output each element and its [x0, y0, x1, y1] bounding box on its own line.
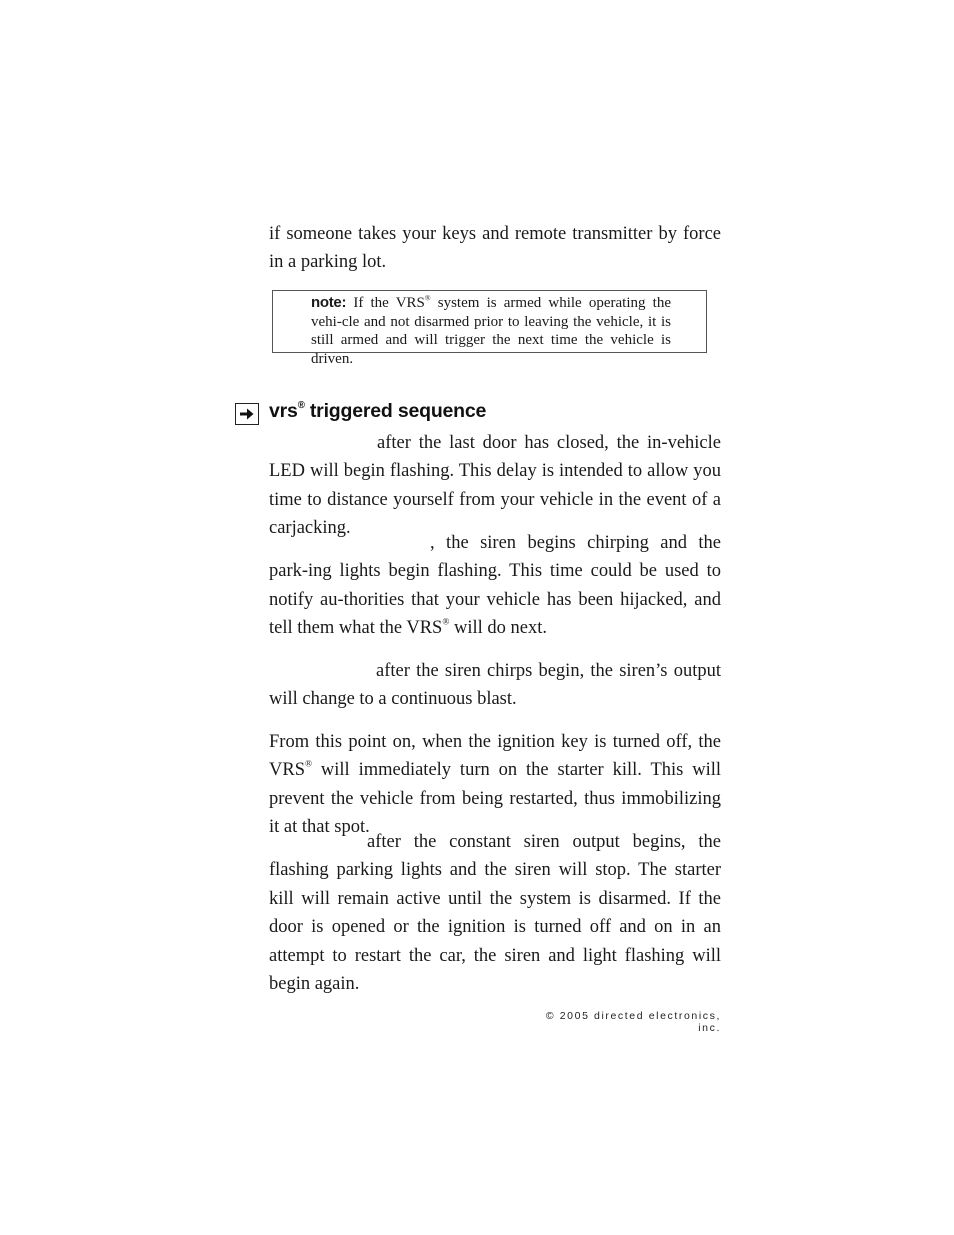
copyright-footer: © 2005 directed electronics, inc.	[545, 1010, 721, 1034]
paragraph-5	[269, 828, 721, 998]
paragraph-2-reg-mark: ®	[442, 617, 450, 628]
paragraph-4-reg-mark: ®	[305, 760, 313, 771]
note-body-start: If the VRS	[353, 295, 425, 311]
note-text	[311, 294, 671, 368]
intro-paragraph: if someone takes your keys and remote transmitter by force in a parking lot.	[269, 224, 721, 273]
section-heading	[269, 400, 486, 423]
arrow-glyph	[239, 407, 255, 421]
paragraph-3-text: after the siren chirps begin, the siren’s output will change to a continuous blast.	[269, 661, 721, 710]
note-box	[272, 290, 707, 367]
paragraph-2-text: , the siren begins chirping and the park-ing lights begin flashing. This time could be used to notify au-thorities that your vehicle has been hijacked, and tell them what the VRS	[269, 533, 721, 639]
paragraph-1-text: after the last door has closed, the in-vehicle LED will begin flashing. This delay is intended to allow you time to distance yourself from your vehicle in the event of a carjacking.	[269, 433, 721, 539]
heading-reg-mark: ®	[297, 400, 305, 412]
heading-suffix: triggered sequence	[304, 400, 487, 422]
note-reg-mark: ®	[424, 293, 431, 303]
paragraph-2-end: will do next.	[449, 618, 548, 639]
paragraph-3	[269, 657, 721, 714]
paragraph-1	[269, 429, 721, 543]
paragraph-4-text: From this point on, when the ignition key is turned off, the VRS	[269, 732, 721, 781]
right-arrow-icon	[235, 403, 259, 425]
heading-prefix: vrs	[269, 400, 298, 422]
paragraph-5-text: after the constant siren output begins, the flashing parking lights and the siren will stop. The starter kill will remain active until the system is disarmed. If the door is opened or the ignition is turned off and on in an attempt to restart the car, the siren and light flashing will begin again.	[269, 832, 721, 995]
paragraph-4-end: will immediately turn on the starter kill. This will prevent the vehicle from being restarted, thus immobilizing it at that spot.	[269, 760, 721, 838]
note-label: note:	[311, 294, 347, 311]
paragraph-4	[269, 728, 721, 842]
note-body-rest: system is armed while operating the vehi-cle and not disarmed prior to leaving the vehicle, it is still armed and will trigger the next time the vehicle is driven.	[311, 295, 671, 367]
paragraph-2	[269, 529, 721, 643]
